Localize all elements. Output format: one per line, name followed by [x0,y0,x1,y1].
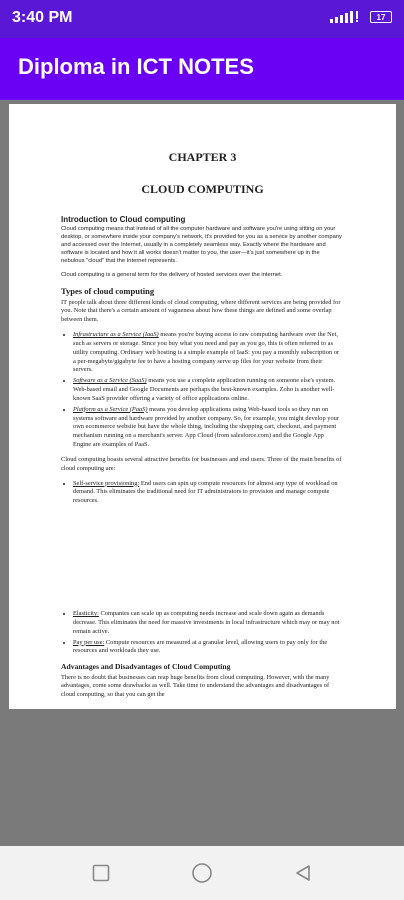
circle-icon [191,862,213,884]
list-item [73,331,343,375]
benefit-name: Pay per use: [73,638,105,646]
status-bar [0,0,404,38]
types-list [61,331,343,450]
benefits-intro: Cloud computing boasts several attractive benefits for businesses and end users. Three of the main benefits of cloud computing are: [61,455,342,472]
list-item [73,639,343,657]
battery-icon [370,11,392,23]
types-heading: Types of cloud computing [61,285,155,296]
type-text: means you develop applications using Web-based tools so they run on systems software and hardware provided by another company. So, for example, you might develop your own ecommerce website but have the whole thing, including the shopping cart, checkout, and payment mechanism running on a merchant's server. App Cloud (from salesforce.com) and the Google App Engine are examples of PaaS. [73,405,339,449]
app-bar [0,38,404,100]
types-intro: IT people talk about three different kinds of cloud computing, where different services are being provided for you. Note that there's a certain amount of vagueness about how these things are defined and some overlap between them. [61,298,341,324]
list-item [73,406,343,450]
navigation-bar [0,846,404,900]
signal-icon [330,10,364,24]
list-item [73,377,343,403]
battery-level: 17 [376,12,386,22]
benefit-text: Companies can scale up as computing needs increase and scale down again as demands decrease. This eliminates the need for massive investments in local infrastructure which may or may not remain active. [73,610,340,635]
benefits-list-top [61,480,343,506]
type-name: Infrastructure as a Service (IaaS) [73,331,159,339]
advantages-text: There is no doubt that businesses can reap huge benefits from cloud computing. However, with the many advantages, come some drawbacks as well. Take time to understand the advantages and disadvantages of cloud computing, so that you can get the [61,673,330,699]
back-triangle-icon [294,864,312,882]
status-icons [330,10,392,24]
benefit-name: Elasticity: [73,610,99,618]
intro-heading: Introduction to Cloud computing [61,215,186,224]
benefit-text: Compute resources are measured at a granular level, allowing users to pay only for the resources and workloads they use. [73,638,328,655]
list-item [73,480,343,506]
benefits-list-bottom [61,610,343,656]
type-name: Software as a Service (SaaS) [73,377,147,385]
benefit-name: Self-service provisioning: [73,479,140,487]
type-text: means you're buying access to raw computing hardware over the Net, such as servers or storage. Since you buy what you need and pay as you go, this is often referred to as utility computing. Ordinary web hosting is a simple example of IaaS: you pay a monthly subscription or a per-megabyte/gigabyte fee to have a hosting company serve up files for your website from their servers. [73,331,340,374]
home-button[interactable] [189,860,215,886]
square-icon [92,864,110,882]
blank-space [61,512,343,610]
app-title: Diploma in ICT NOTES [18,54,254,79]
advantages-heading: Advantages and Disadvantages of Cloud Computing [61,662,231,672]
intro-paragraph-2: Cloud computing is a general term for the delivery of hosted services over the internet. [61,271,283,278]
status-time: 3:40 PM [12,9,73,26]
back-button[interactable] [290,860,316,886]
type-text: means you use a complete application running on someone else's system. Web-based email and Google Documents are perhaps the best-known examples. Zoho is another well-known SaaS provider offering a variety of office applications online. [73,377,336,402]
type-name: Platform as a Service (PaaS) [73,405,148,413]
document-viewer[interactable] [0,100,404,846]
subject-heading: CLOUD COMPUTING [141,182,264,196]
intro-paragraph-1: Cloud computing means that instead of all the computer hardware and software you're using sitting on your desktop, or somewhere inside your company's network, it's provided for you as a service by another company and accessed over the Internet, usually in a completely seamless way. Exactly where the hardware and software is located and how it all works doesn't matter to you, the user—it's just somewhere up in the nebulous "cloud" that the Internet represents. [61,226,342,264]
document-page [9,104,396,709]
recents-button[interactable] [88,860,114,886]
list-item [73,610,343,636]
chapter-heading: CHAPTER 3 [168,150,237,164]
benefit-text: End users can spin up compute resources for almost any type of workload on demand. This eliminates the traditional need for IT administrators to provision and manage compute resources. [73,479,338,505]
document-body [61,214,343,706]
